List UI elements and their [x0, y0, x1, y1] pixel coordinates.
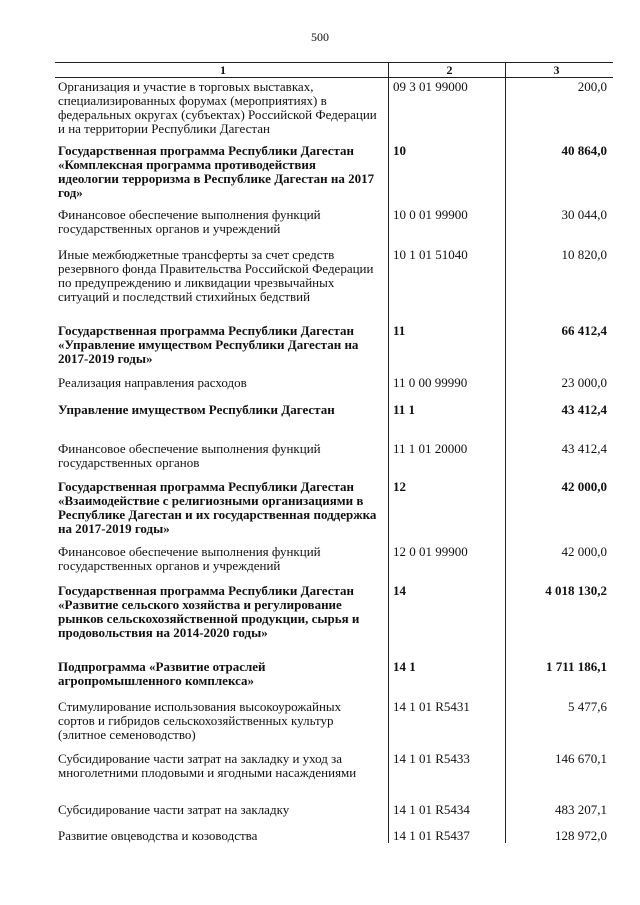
row-amount: 66 412,4	[561, 323, 607, 338]
row-name: Субсидирование части затрат на закладку	[58, 802, 290, 817]
row-amount: 42 000,0	[561, 479, 607, 494]
header-col-2: 2	[388, 63, 505, 77]
row-code: 11	[393, 323, 406, 338]
table-row	[55, 376, 613, 390]
table-row	[55, 480, 613, 536]
header-col-1: 1	[220, 63, 226, 77]
row-code: 14 1 01 R5434	[393, 802, 470, 817]
table-row	[55, 545, 613, 573]
table-row	[55, 80, 613, 136]
row-code: 09 3 01 99000	[393, 79, 468, 94]
row-name: Стимулирование использования высокоурожайных сортов и гибридов сельскохозяйственных культур (элитное семеноводство)	[58, 699, 342, 742]
row-name: Финансовое обеспечение выполнения функций государственных органов	[58, 441, 321, 470]
row-name: Субсидирование части затрат на закладку и уход за многолетними плодовыми и ягодными насаждениями	[58, 751, 357, 780]
row-amount: 10 820,0	[561, 247, 607, 262]
row-code: 14 1 01 R5433	[393, 751, 470, 766]
table-row	[55, 442, 613, 470]
row-amount: 483 207,1	[555, 802, 607, 817]
table-row	[55, 248, 613, 304]
row-name: Организация и участие в торговых выставках, специализированных форумах (мероприятиях) в федеральных округах (субъектах) Российской Федерации и на территории Республики Дагестан	[58, 79, 377, 136]
row-code: 14 1 01 R5437	[393, 828, 470, 843]
row-amount: 43 412,4	[561, 441, 607, 456]
header-col-3: 3	[505, 63, 613, 77]
row-name: Государственная программа Республики Дагестан «Развитие сельского хозяйства и регулирование рынков сельскохозяйственной продукции, сырья и продовольствия на 2014-2020 годы»	[58, 583, 360, 640]
row-amount: 5 477,6	[568, 699, 607, 714]
table-header	[55, 62, 613, 78]
row-amount: 1 711 186,1	[545, 659, 607, 674]
row-code: 12 0 01 99900	[393, 544, 468, 559]
row-name: Финансовое обеспечение выполнения функций государственных органов и учреждений	[58, 207, 321, 236]
table-row	[55, 700, 613, 742]
row-code: 14	[393, 583, 406, 598]
row-code: 14 1 01 R5431	[393, 699, 470, 714]
table-row	[55, 584, 613, 640]
budget-table	[55, 62, 613, 843]
row-name: Иные межбюджетные трансферты за счет средств резервного фонда Правительства Российской Федерации по предупреждению и ликвидации чрезвычайных ситуаций и последствий стихийных бедствий	[58, 247, 374, 304]
row-code: 10	[393, 143, 406, 158]
row-amount: 42 000,0	[561, 544, 607, 559]
row-code: 10 1 01 51040	[393, 247, 468, 262]
table-row	[55, 324, 613, 366]
row-code: 11 1	[393, 402, 416, 417]
row-code: 11 1 01 20000	[393, 441, 468, 456]
row-name: Подпрограмма «Развитие отраслей агропромышленного комплекса»	[58, 659, 266, 688]
row-code: 14 1	[393, 659, 416, 674]
table-row	[55, 403, 613, 417]
table-row	[55, 660, 613, 688]
row-amount: 30 044,0	[561, 207, 607, 222]
table-row	[55, 752, 613, 780]
row-amount: 40 864,0	[561, 143, 607, 158]
row-code: 12	[393, 479, 406, 494]
table-row	[55, 144, 613, 200]
row-code: 10 0 01 99900	[393, 207, 468, 222]
table-row	[55, 208, 613, 236]
row-amount: 128 972,0	[555, 828, 607, 843]
row-amount: 23 000,0	[561, 375, 607, 390]
table-row	[55, 829, 613, 843]
row-code: 11 0 00 99990	[393, 375, 468, 390]
row-name: Управление имуществом Республики Дагестан	[58, 402, 335, 417]
row-name: Государственная программа Республики Дагестан «Управление имуществом Республики Дагестан на 2017-2019 годы»	[58, 323, 359, 366]
page-number: 500	[311, 30, 329, 44]
row-name: Государственная программа Республики Дагестан «Комплексная программа противодействия идеологии терроризма в Республике Дагестан на 2017 год»	[58, 143, 375, 200]
row-name: Развитие овцеводства и козоводства	[58, 828, 258, 843]
table-row	[55, 803, 613, 817]
row-amount: 4 018 130,2	[545, 583, 607, 598]
row-name: Государственная программа Республики Дагестан «Взаимодействие с религиозными организациями в Республике Дагестан и их государственная поддержка на 2017-2019 годы»	[58, 479, 377, 536]
row-amount: 200,0	[577, 79, 607, 94]
row-amount: 43 412,4	[561, 402, 607, 417]
row-name: Реализация направления расходов	[58, 375, 247, 390]
row-name: Финансовое обеспечение выполнения функций государственных органов и учреждений	[58, 544, 321, 573]
row-amount: 146 670,1	[555, 751, 607, 766]
